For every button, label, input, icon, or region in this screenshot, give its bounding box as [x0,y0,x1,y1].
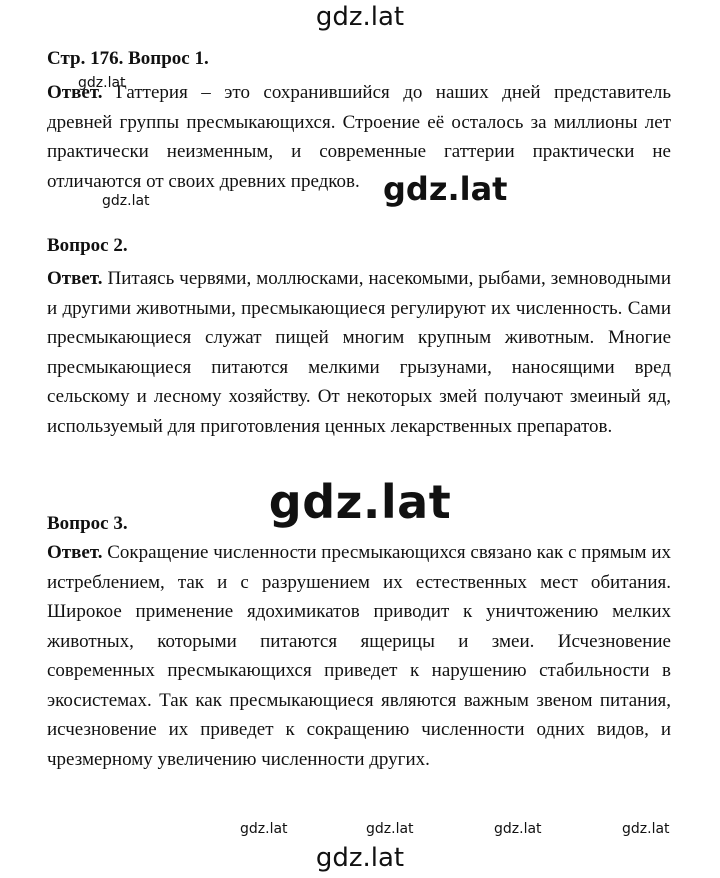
answer-3-text: Сокращение численности пресмыкающихся связано как с прямым их истреблением, так и с разрушением их естественных мест обитания. Широкое применение ядохимикатов приводит к уничтожению мелких животных, которыми питаются ящерицы и змеи. Исчезновение современных пресмыкающихся приведет к нарушению стабильности в экосистемах. Так как пресмыкающиеся являются важным звеном питания, исчезновение их приведет к сокращению численности одних видов, и чрезмерному увеличению численности других. [47,542,671,770]
answer-1-label: Ответ. [47,82,103,103]
answer-2-text: Питаясь червями, моллюсками, насекомыми, рыбами, земноводными и другими животными, пресмыкающиеся регулируют их численность. Сами пресмыкающиеся служат пищей многим крупным животным. Многие пресмыкающиеся питаются мелкими грызунами, наносящими вред сельскому и лесному хозяйству. От некоторых змей получают змеиный яд, используемый для приготовления ценных лекарственных препаратов. [47,268,671,437]
answer-1-text: Гаттерия – это сохранившийся до наших дней представитель древней группы пресмыкающихся. Строение её осталось за миллионы лет практически неизменным, и современные гаттерии практически не отличаются от своих древних предков. [47,82,671,192]
watermark-small: gdz.lat [78,75,126,91]
answer-3-label: Ответ. [47,542,103,563]
watermark-small: gdz.lat [240,821,288,837]
question-1-heading: Стр. 176. Вопрос 1. [47,48,209,69]
watermark-small: gdz.lat [102,193,150,209]
answer-3 [47,538,671,774]
answer-2-label: Ответ. [47,268,103,289]
watermark-inline: gdz.lat [383,170,508,208]
question-3-heading: Вопрос 3. [47,513,128,534]
answer-2 [47,264,671,441]
question-2-heading: Вопрос 2. [47,235,128,256]
watermark-bottom: gdz.lat [315,843,405,873]
answer-1 [47,78,671,196]
watermark-top: gdz.lat [315,2,405,32]
watermark-small: gdz.lat [494,821,542,837]
watermark-small: gdz.lat [366,821,414,837]
watermark-small: gdz.lat [622,821,670,837]
watermark-middle: gdz.lat [268,475,452,529]
